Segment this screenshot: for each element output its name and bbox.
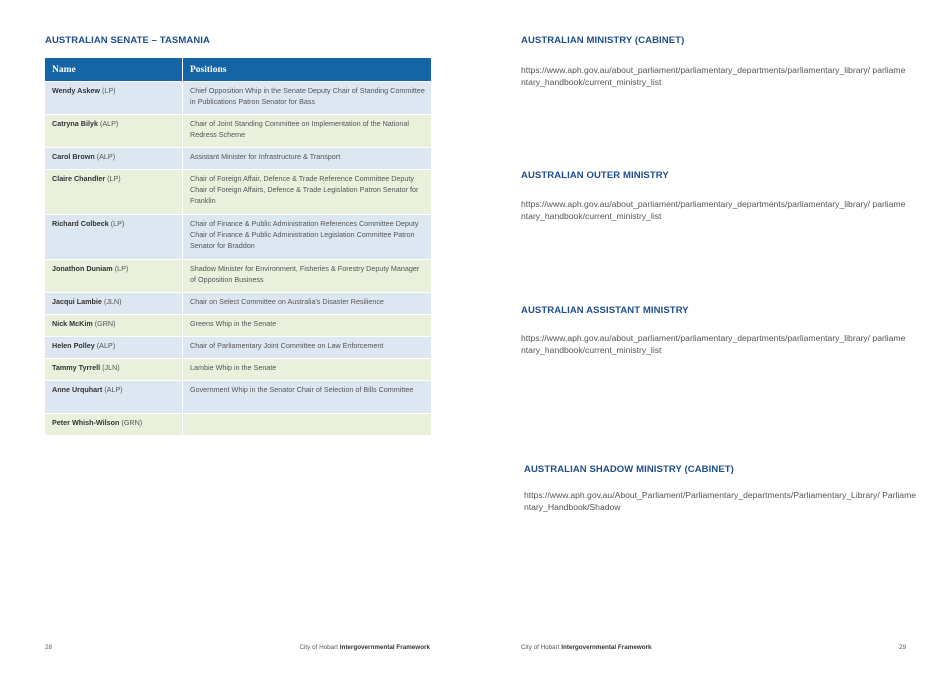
senator-name-cell — [45, 169, 183, 214]
senator-name: Helen Polley — [52, 341, 95, 350]
assistant-ministry-link[interactable]: https://www.aph.gov.au/about_parliament/parliamentary_departments/parliamentary_library/ parliamentary_handbook/current_ministry_list — [521, 333, 906, 355]
senator-name: Carol Brown — [52, 152, 95, 161]
table-header-row — [45, 58, 431, 81]
senator-party: (JLN) — [102, 363, 120, 372]
senator-party: (ALP) — [99, 119, 119, 128]
assistant-ministry-title: AUSTRALIAN ASSISTANT MINISTRY — [521, 305, 689, 316]
senator-party: (ALP) — [96, 152, 116, 161]
senator-name: Claire Chandler — [52, 174, 106, 183]
senator-name: Richard Colbeck — [52, 219, 109, 228]
senator-position: Government Whip in the Senator Chair of Selection of Bills Committee — [183, 380, 431, 413]
senator-name-cell — [45, 81, 183, 114]
senator-name-cell — [45, 214, 183, 259]
positions-column-header: Positions — [183, 58, 431, 81]
senator-position: Chair on Select Committee on Australia's Disaster Resilience — [183, 292, 431, 314]
senator-name: Wendy Askew — [52, 86, 100, 95]
senator-position: Lambie Whip in the Senate — [183, 358, 431, 380]
senator-name: Catryna Bilyk — [52, 119, 98, 128]
senator-name-cell — [45, 114, 183, 147]
senator-name-cell — [45, 336, 183, 358]
senator-name: Peter Whish-Wilson — [52, 418, 120, 427]
senate-table — [45, 58, 431, 435]
table-row — [45, 81, 431, 114]
senator-party: (GRN) — [121, 418, 143, 427]
table-row — [45, 169, 431, 214]
senator-name: Anne Urquhart — [52, 385, 103, 394]
table-row — [45, 314, 431, 336]
page-number-right: 29 — [898, 644, 906, 651]
senator-party: (LP) — [110, 219, 125, 228]
ministry-cabinet-link[interactable]: https://www.aph.gov.au/about_parliament/parliamentary_departments/parliamentary_library/ parliamentary_handbook/current_ministry_list — [521, 65, 906, 87]
senator-position — [183, 413, 431, 435]
senator-name-cell — [45, 314, 183, 336]
senator-name: Nick McKim — [52, 319, 93, 328]
right-page — [476, 0, 951, 673]
senator-party: (JLN) — [103, 297, 122, 306]
table-row — [45, 358, 431, 380]
table-row — [45, 292, 431, 314]
footer-left — [299, 644, 430, 651]
ministry-cabinet-title: AUSTRALIAN MINISTRY (CABINET) — [521, 35, 685, 46]
table-row — [45, 114, 431, 147]
table-row — [45, 259, 431, 292]
footer-doc-title: Intergovernmental Framework — [339, 644, 430, 651]
senator-position: Chair of Foreign Affair, Defence & Trade Reference Committee Deputy Chair of Foreign Affairs, Defence & Trade Legislation Patron Senator for Franklin — [183, 169, 431, 214]
senator-party: (ALP) — [96, 341, 116, 350]
shadow-ministry-link[interactable]: https://www.aph.gov.au/About_Parliament/Parliamentary_departments/Parliamentary_Library/ Parliamentary_Handbook/Shadow — [524, 490, 917, 512]
table-row — [45, 413, 431, 435]
senator-name-cell — [45, 147, 183, 169]
senator-position: Greens Whip in the Senate — [183, 314, 431, 336]
senator-name: Tammy Tyrrell — [52, 363, 101, 372]
senator-position: Chief Opposition Whip in the Senate Deputy Chair of Standing Committee in Publications Patron Senator for Bass — [183, 81, 431, 114]
senator-name-cell — [45, 259, 183, 292]
outer-ministry-title: AUSTRALIAN OUTER MINISTRY — [521, 170, 669, 181]
senate-section-title: AUSTRALIAN SENATE – TASMANIA — [45, 35, 211, 46]
senator-position: Chair of Parliamentary Joint Committee on Law Enforcement — [183, 336, 431, 358]
senator-position: Chair of Joint Standing Committee on Implementation of the National Redress Scheme — [183, 114, 431, 147]
senator-name-cell — [45, 358, 183, 380]
table-row — [45, 147, 431, 169]
left-page — [0, 0, 475, 673]
footer-org: City of Hobart — [521, 644, 560, 651]
footer-org: City of Hobart — [299, 644, 338, 651]
senator-position: Chair of Finance & Public Administration References Committee Deputy Chair of Finance & Public Administration Legislation Committee Patron Senator for Braddon — [183, 214, 431, 259]
footer-right — [521, 644, 652, 651]
senator-party: (LP) — [101, 86, 116, 95]
senator-name-cell — [45, 380, 183, 413]
senator-name-cell — [45, 292, 183, 314]
shadow-ministry-title: AUSTRALIAN SHADOW MINISTRY (CABINET) — [524, 464, 734, 475]
footer-doc-title: Intergovernmental Framework — [561, 644, 652, 651]
table-row — [45, 214, 431, 259]
outer-ministry-link[interactable]: https://www.aph.gov.au/about_parliament/parliamentary_departments/parliamentary_library/ parliamentary_handbook/current_ministry_list — [521, 199, 906, 221]
senator-position: Shadow Minister for Environment, Fisheries & Forestry Deputy Manager of Opposition Business — [183, 259, 431, 292]
senator-party: (LP) — [107, 174, 121, 183]
name-column-header: Name — [45, 58, 183, 81]
senator-position: Assistant Minister for Infrastructure & Transport — [183, 147, 431, 169]
senator-party: (ALP) — [104, 385, 123, 394]
senator-name: Jacqui Lambie — [52, 297, 102, 306]
table-row — [45, 336, 431, 358]
senator-name: Jonathon Duniam — [52, 264, 113, 273]
page-number-left: 28 — [45, 644, 53, 651]
senator-name-cell — [45, 413, 183, 435]
table-row — [45, 380, 431, 413]
senator-party: (GRN) — [94, 319, 116, 328]
senator-party: (LP) — [114, 264, 129, 273]
